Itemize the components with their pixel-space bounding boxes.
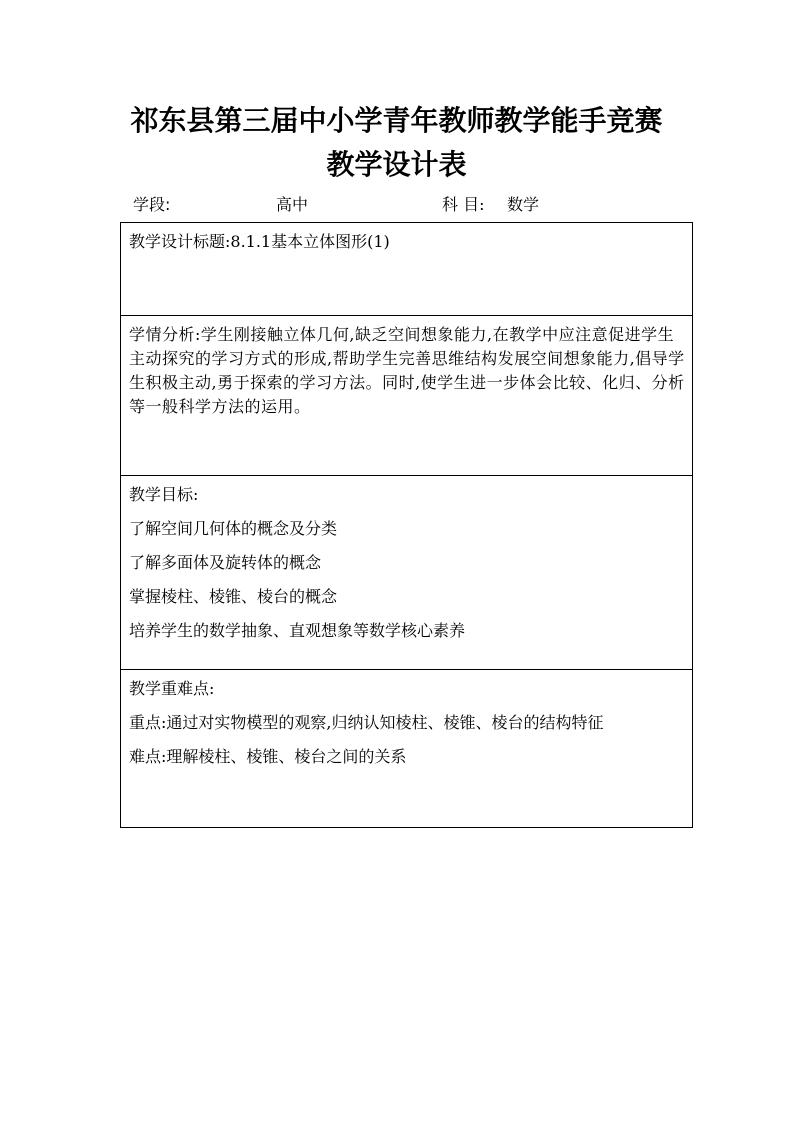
stage-value: 高中 — [276, 195, 309, 214]
analysis-cell — [121, 315, 692, 475]
stage-label: 学段: — [133, 195, 171, 214]
subject-label: 科 目: — [442, 195, 485, 214]
goal-item: 了解空间几何体的概念及分类 — [129, 519, 338, 538]
key-point-text: 重点:通过对实物模型的观察,归纳认知棱柱、棱锥、棱台的结构特征 — [129, 713, 604, 732]
design-table — [120, 222, 693, 828]
design-title-text: 教学设计标题:8.1.1基本立体图形(1) — [129, 232, 390, 251]
goals-heading: 教学目标: — [129, 485, 199, 504]
subject-value: 数学 — [507, 195, 540, 214]
difficulty-text: 难点:理解棱柱、棱锥、棱台之间的关系 — [129, 747, 407, 766]
design-title-cell — [121, 223, 692, 315]
goal-item: 掌握棱柱、棱锥、棱台的概念 — [129, 587, 338, 606]
goal-item: 培养学生的数学抽象、直观想象等数学核心素养 — [129, 621, 466, 640]
page-title: 祁东县第三届中小学青年教师教学能手竞赛 — [130, 104, 663, 137]
page-subtitle: 教学设计表 — [326, 148, 467, 181]
key-points-heading: 教学重难点: — [129, 679, 215, 698]
meta-row — [0, 194, 793, 216]
key-points-cell — [121, 669, 692, 827]
goal-item: 了解多面体及旋转体的概念 — [129, 553, 322, 572]
goals-cell — [121, 475, 692, 669]
analysis-text: 学情分析:学生刚接触立体几何,缺乏空间想象能力,在教学中应注意促进学生主动探究的学习方式的形成,帮助学生完善思维结构发展空间想象能力,倡导学生积极主动,勇于探索的学习方法。同时,使学生进一步体会比较、化归、分析等一般科学方法的运用。 — [129, 325, 685, 416]
